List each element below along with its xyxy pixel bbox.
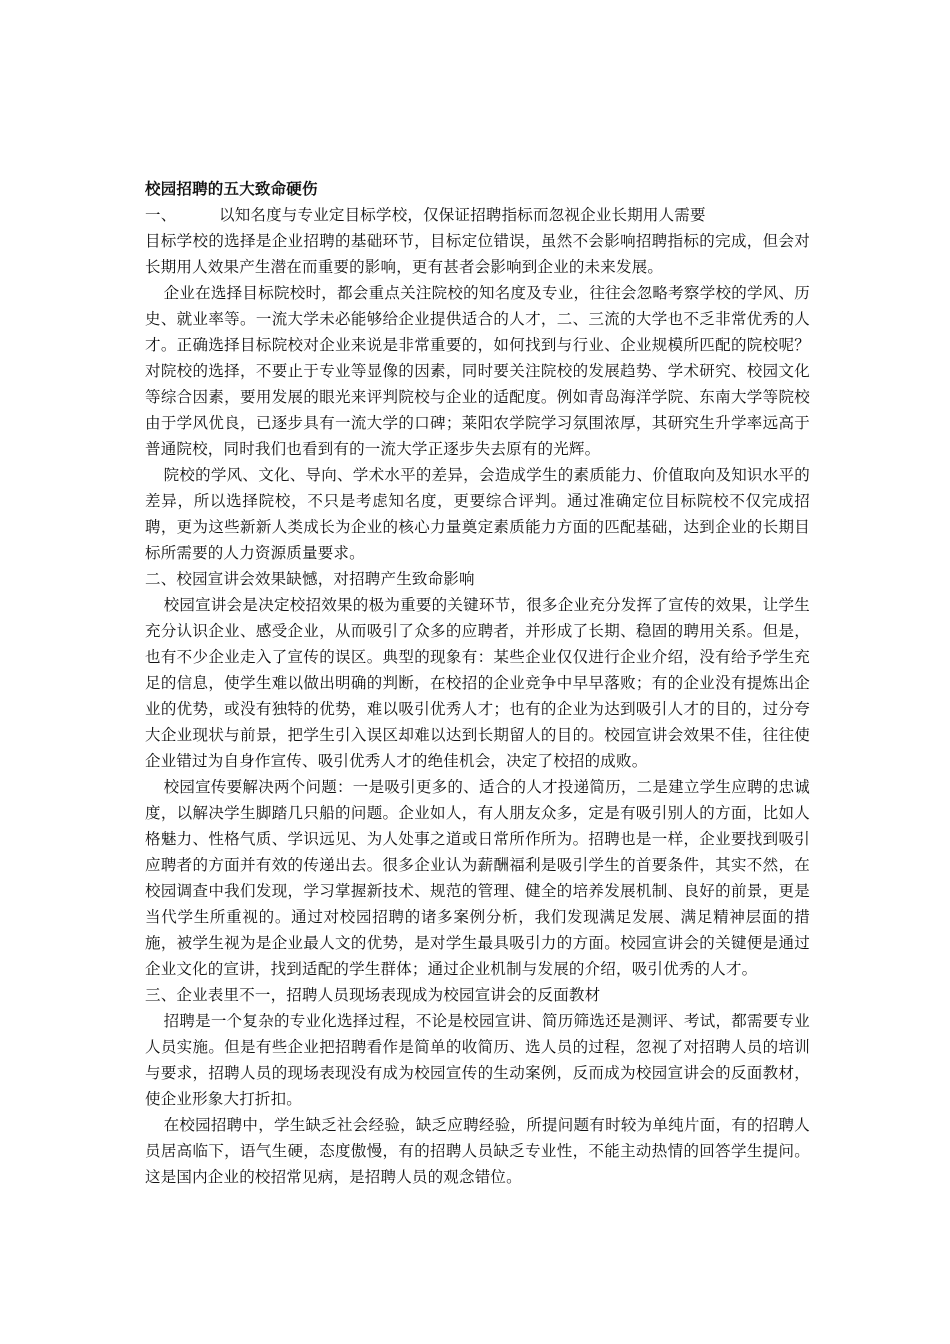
section-3-paragraph-2: 在校园招聘中，学生缺乏社会经验，缺乏应聘经验，所提问题有时较为单纯片面，有的招聘人员居高临下，语气生硬，态度傲慢，有的招聘人员缺乏专业性，不能主动热情的回答学生提问。这是国内企业的校招常见病，是招聘人员的观念错位。 [145,1116,810,1186]
section-2-paragraph-2: 校园宣传要解决两个问题：一是吸引更多的、适合的人才投递简历，二是建立学生应聘的忠诚度，以解决学生脚踏几只船的问题。企业如人，有人朋友众多，定是有吸引别人的方面，比如人格魅力、性格气质、学识远见、为人处事之道或日常所作所为。招聘也是一样，企业要找到吸引应聘者的方面并有效的传递出去。很多企业认为薪酬福利是吸引学生的首要条件，其实不然，在校园调查中我们发现，学习掌握新技术、规范的管理、健全的培养发展机制、良好的前景，更是当代学生所重视的。通过对校园招聘的诸多案例分析，我们发现满足发展、满足精神层面的措施，被学生视为是企业最人文的优势，是对学生最具吸引力的方面。校园宣讲会的关键便是通过企业文化的宣讲，找到适配的学生群体；通过企业机制与发展的介绍，吸引优秀的人才。 [145,778,810,978]
section-2-paragraph-1: 校园宣讲会是决定校招效果的极为重要的关键环节，很多企业充分发挥了宣传的效果，让学生充分认识企业、感受企业，从而吸引了众多的应聘者，并形成了长期、稳固的聘用关系。但是，也有不少企业走入了宣传的误区。典型的现象有：某些企业仅仅进行企业介绍，没有给予学生充足的信息，使学生难以做出明确的判断，在校招的企业竞争中早早落败；有的企业没有提炼出企业的优势，或没有独特的优势，难以吸引优秀人才；也有的企业为达到吸引人才的目的，过分夸大企业现状与前景，把学生引入误区却难以达到长期留人的目的。校园宣讲会效果不佳，往往使企业错过为自身作宣传、吸引优秀人才的绝佳机会，决定了校招的成败。 [145,596,810,770]
section-3-heading: 三、企业表里不一，招聘人员现场表现成为校园宣讲会的反面教材 [145,986,601,1004]
document-page [145,176,810,1190]
section-1-paragraph-2: 企业在选择目标院校时，都会重点关注院校的知名度及专业，往往会忽略考察学校的学风、历史、就业率等。一流大学未必能够给企业提供适合的人才，二、三流的大学也不乏非常优秀的人才。正确选择目标院校对企业来说是非常重要的，如何找到与行业、企业规模所匹配的院校呢？对院校的选择，不要止于专业等显像的因素，同时要关注院校的发展趋势、学术研究、校园文化等综合因素，要用发展的眼光来评判院校与企业的适配度。例如青岛海洋学院、东南大学等院校由于学风优良，已逐步具有一流大学的口碑；莱阳农学院学习氛围浓厚，其研究生升学率远高于普通院校，同时我们也看到有的一流大学正逐步失去原有的光辉。 [145,284,810,458]
section-2-heading: 二、校园宣讲会效果缺憾，对招聘产生致命影响 [145,570,475,588]
section-1-paragraph-3: 院校的学风、文化、导向、学术水平的差异，会造成学生的素质能力、价值取向及知识水平的差异，所以选择院校，不只是考虑知名度，更要综合评判。通过准确定位目标院校不仅完成招聘，更为这些新新人类成长为企业的核心力量奠定素质能力方面的匹配基础，达到企业的长期目标所需要的人力资源质量要求。 [145,466,810,562]
section-1-number: 一、 [145,206,177,224]
document-title: 校园招聘的五大致命硬伤 [145,180,318,198]
section-1-heading-text: 以知名度与专业定目标学校，仅保证招聘指标而忽视企业长期用人需要 [219,206,706,224]
section-1-paragraph-1: 目标学校的选择是企业招聘的基础环节，目标定位错误，虽然不会影响招聘指标的完成，但会对长期用人效果产生潜在而重要的影响，更有甚者会影响到企业的未来发展。 [145,232,810,276]
section-1-heading [145,202,810,228]
section-3-paragraph-1: 招聘是一个复杂的专业化选择过程，不论是校园宣讲、简历筛选还是测评、考试，都需要专业人员实施。但是有些企业把招聘看作是简单的收简历、选人员的过程，忽视了对招聘人员的培训与要求，招聘人员的现场表现没有成为校园宣传的生动案例，反而成为校园宣讲会的反面教材，使企业形象大打折扣。 [145,1012,810,1108]
